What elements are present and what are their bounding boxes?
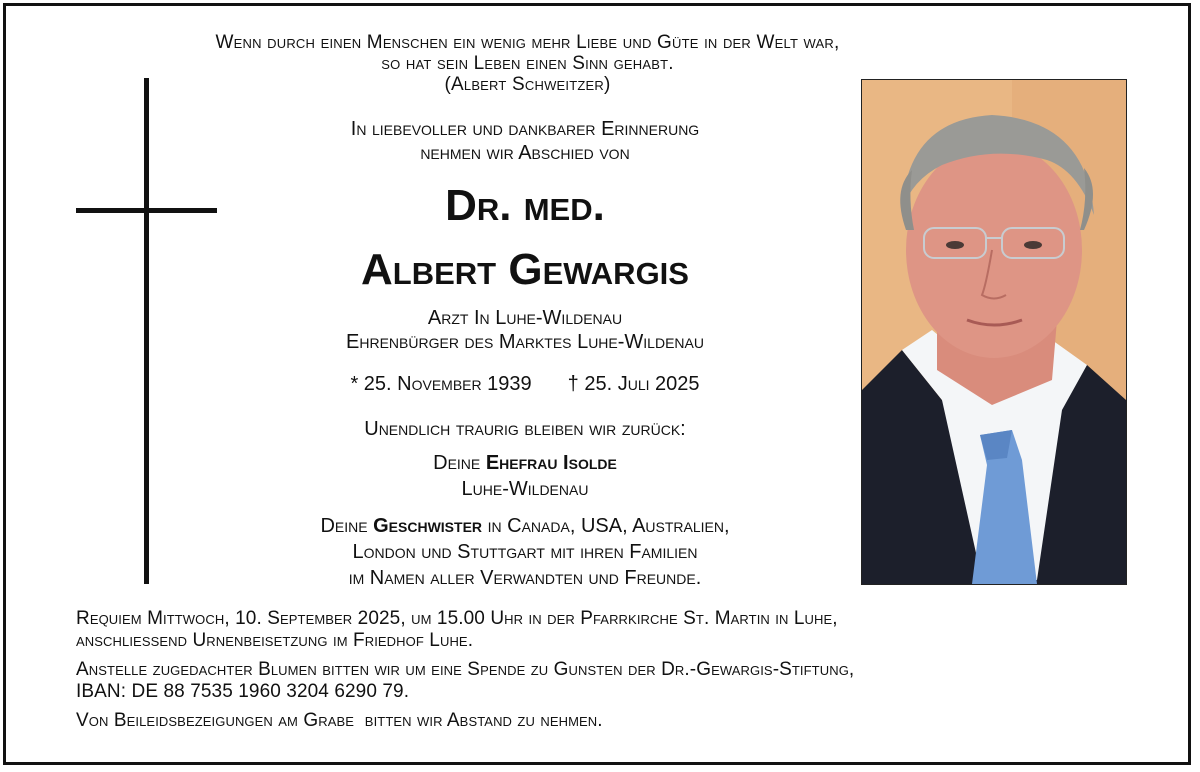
donation-line-1: Anstelle zugedachter Blumen bitten wir um eine Spende zu Gunsten der Dr.-Gewargis-Stiftung, (76, 659, 855, 680)
wife-prefix: Deine (433, 452, 481, 474)
wife-line (240, 450, 810, 476)
intro-line-2: nehmen wir Abschied von (420, 142, 630, 164)
intro-text (240, 117, 810, 165)
deceased-profession (240, 306, 810, 354)
quote-author: (Albert Schweitzer) (444, 74, 611, 95)
wife-block (240, 450, 810, 502)
cross-icon-horizontal (76, 208, 217, 213)
cross-icon-vertical (144, 78, 149, 584)
requiem-line-2: anschliessend Urnenbeisetzung im Friedhof Luhe. (76, 630, 474, 651)
quote-line-1: Wenn durch einen Menschen ein wenig mehr Liebe und Güte in der Welt war, (215, 32, 840, 53)
portrait-photo (861, 79, 1127, 585)
condolence-note: Von Beileidsbezeigungen am Grabe bitten wir Abstand zu nehmen. (76, 710, 603, 731)
siblings-rest: in Canada, USA, Australien, (487, 515, 730, 537)
requiem-line-1: Requiem Mittwoch, 10. September 2025, um 15.00 Uhr in der Pfarrkirche St. Martin in Luhe, (76, 608, 838, 629)
deceased-title: Dr. med. (445, 181, 605, 230)
wife-place: Luhe-Wildenau (461, 478, 589, 500)
profession-line: Arzt In Luhe-Wildenau (427, 307, 623, 329)
siblings-label: Geschwister (373, 515, 483, 537)
intro-line-1: In liebevoller und dankbarer Erinnerung (350, 118, 700, 140)
siblings-line-2: London und Stuttgart mit ihren Familien (352, 541, 698, 563)
honor-line: Ehrenbürger des Marktes Luhe-Wildenau (346, 331, 704, 353)
siblings-block (220, 513, 830, 591)
mourners-heading: Unendlich traurig bleiben wir zurück: (364, 418, 686, 440)
birth-date: * 25. November 1939 (350, 373, 532, 395)
life-dates (240, 372, 810, 396)
deceased-name: Albert Gewargis (361, 245, 689, 294)
requiem-info (76, 608, 1156, 652)
portrait-illustration (862, 80, 1126, 584)
wife-name: Ehefrau Isolde (485, 452, 617, 474)
death-date: † 25. Juli 2025 (567, 373, 700, 395)
siblings-line-3: im Namen aller Verwandten und Freunde. (348, 567, 702, 589)
donation-line-2: IBAN: DE 88 7535 1960 3204 6290 79. (76, 681, 410, 702)
footer-notes (76, 608, 1156, 739)
quote (100, 32, 955, 95)
donation-info (76, 659, 1156, 703)
quote-line-2: so hat sein Leben einen Sinn gehabt. (381, 53, 674, 74)
siblings-line-1 (220, 513, 830, 539)
siblings-prefix: Deine (320, 515, 368, 537)
